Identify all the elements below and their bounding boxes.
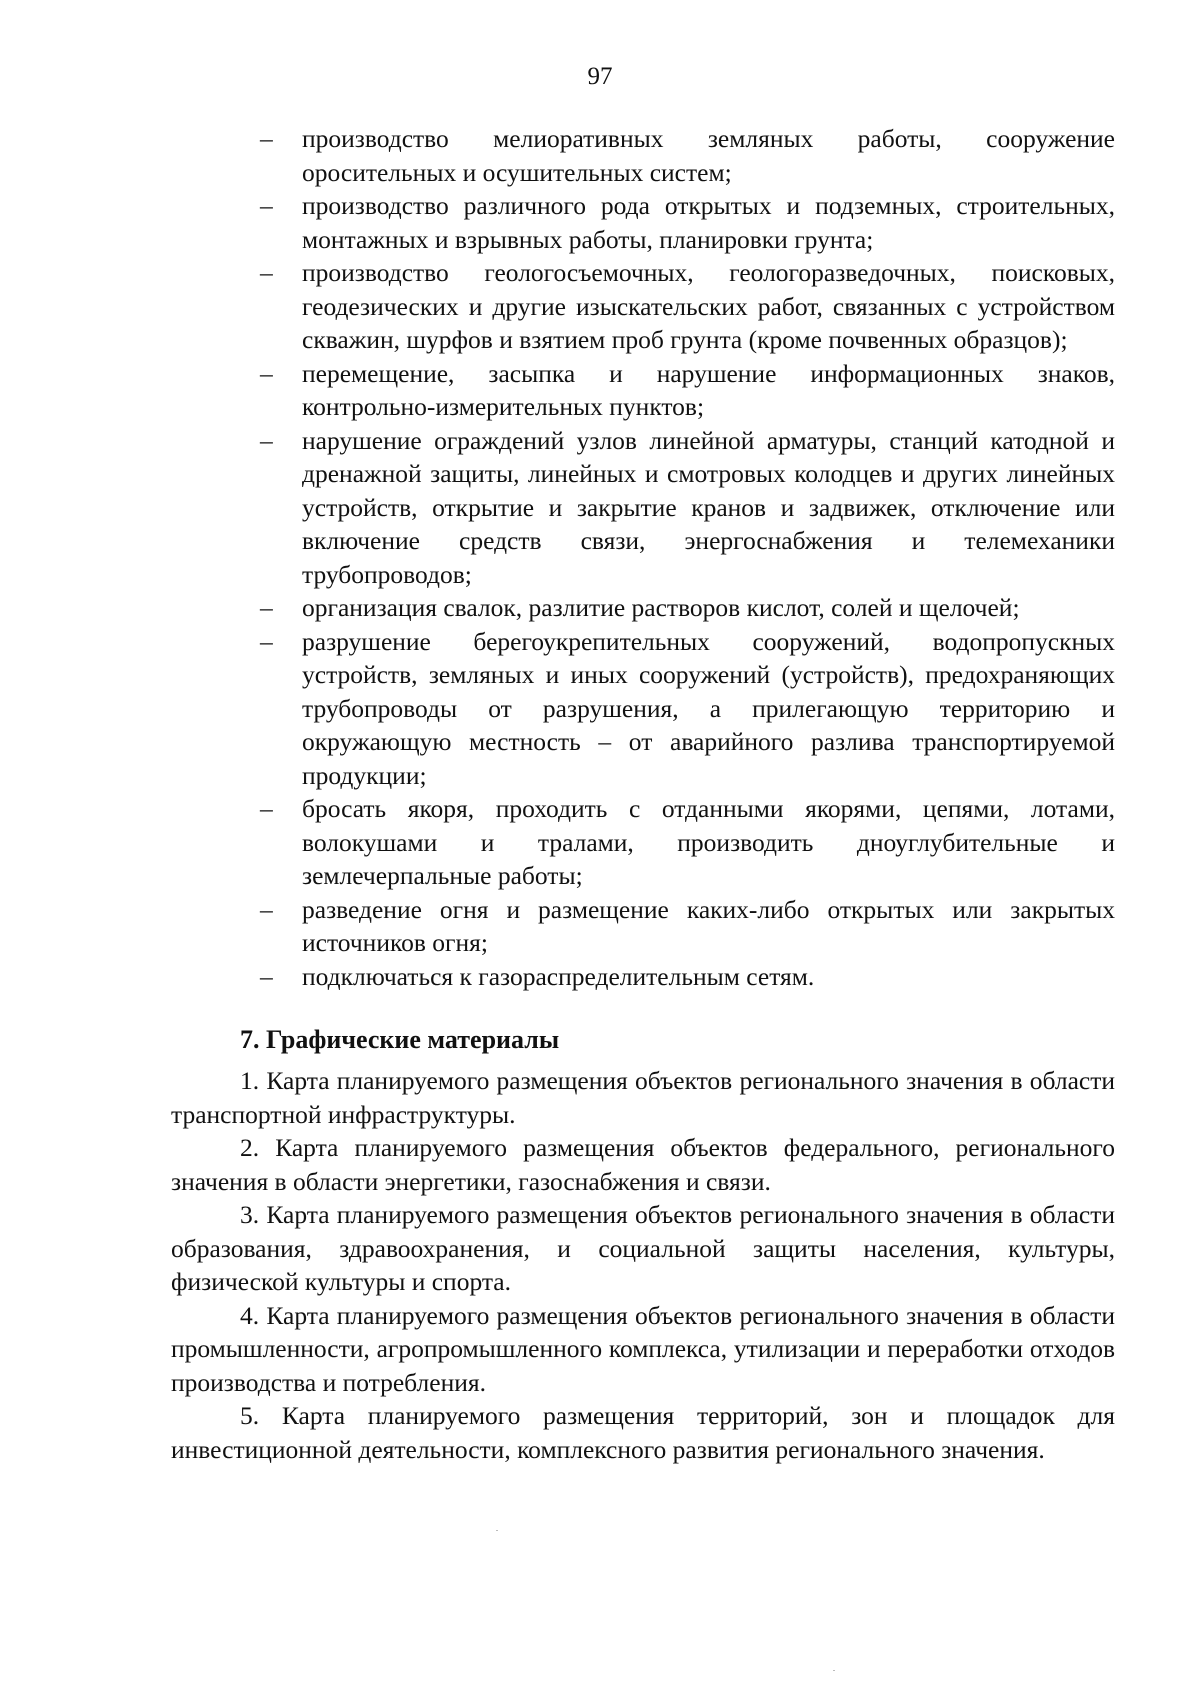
list-item [171,189,1115,256]
bullet-dash: – [260,626,273,656]
page-content [171,122,1115,1466]
page-number: 97 [587,63,613,90]
scan-speck [833,1670,835,1671]
bullet-dash: – [260,961,273,991]
list-item-text: подключаться к газораспределительным сетям. [302,961,815,991]
list-item [171,256,1115,357]
paragraph-map-5: 5. Карта планируемого размещения территорий, зон и площадок для инвестиционной деятельности, комплексного развития регионального значения. [171,1401,1115,1464]
list-item [171,424,1115,592]
list-item-text: разрушение берегоукрепительных сооружений, водопропускных устройств, земляных и иных сооружений (устройств), предохраняющих трубопроводы от разрушения, а прилегающую территорию и окружающую местность – от аварийного разлива транспортируемой продукции; [302,626,1115,790]
list-item [171,357,1115,424]
list-item-text: организация свалок, разлитие растворов кислот, солей и щелочей; [302,593,1020,622]
bullet-dash: – [260,124,273,153]
bullet-dash: – [260,894,273,924]
list-item-text: бросать якоря, проходить с отданными якорями, цепями, лотами, волокушами и тралами, производить дноуглубительные и землечерпальные работы; [302,794,1115,890]
bullet-dash: – [260,425,273,455]
list-item [171,960,1115,994]
bullet-list [171,122,1115,993]
list-item-text: производство различного рода открытых и подземных, строительных, монтажных и взрывных работы, планировки грунта; [302,191,1115,254]
paragraph-map-3: 3. Карта планируемого размещения объектов регионального значения в области образования, здравоохранения, и социальной защиты населения, культуры, физической культуры и спорта. [171,1200,1115,1296]
list-item [171,591,1115,625]
bullet-dash: – [260,358,273,388]
list-item-text: производство мелиоративных земляных работы, сооружение оросительных и осушительных систем; [302,124,1115,187]
list-item-text: перемещение, засыпка и нарушение информационных знаков, контрольно-измерительных пунктов; [302,358,1115,421]
list-item [171,792,1115,893]
section-heading: 7. Графические материалы [240,1025,560,1054]
paragraph-map-2: 2. Карта планируемого размещения объектов федерального, регионального значения в области энергетики, газоснабжения и связи. [171,1133,1115,1196]
bullet-dash: – [260,593,273,622]
bullet-dash: – [260,191,273,220]
scan-speck [496,1530,498,1531]
list-item-text: нарушение ограждений узлов линейной арматуры, станций катодной и дренажной защиты, линейных и смотровых колодцев и других линейных устройств, открытие и закрытие кранов и задвижек, отключение или включение средств связи, энергоснабжения и телемеханики трубопроводов; [302,425,1115,589]
bullet-dash: – [260,794,273,823]
list-item-text: разведение огня и размещение каких-либо открытых или закрытых источников огня; [302,894,1115,957]
list-item-text: производство геологосъемочных, геологоразведочных, поисковых, геодезических и другие изыскательских работ, связанных с устройством скважин, шурфов и взятием проб грунта (кроме почвенных образцов); [302,258,1115,354]
bullet-dash: – [260,258,273,287]
paragraph-map-4: 4. Карта планируемого размещения объектов регионального значения в области промышленности, агропромышленного комплекса, утилизации и переработки отходов производства и потребления. [171,1300,1115,1397]
list-item [171,625,1115,793]
paragraph-map-1: 1. Карта планируемого размещения объектов регионального значения в области транспортной инфраструктуры. [171,1066,1115,1129]
list-item [171,893,1115,960]
list-item [171,122,1115,189]
